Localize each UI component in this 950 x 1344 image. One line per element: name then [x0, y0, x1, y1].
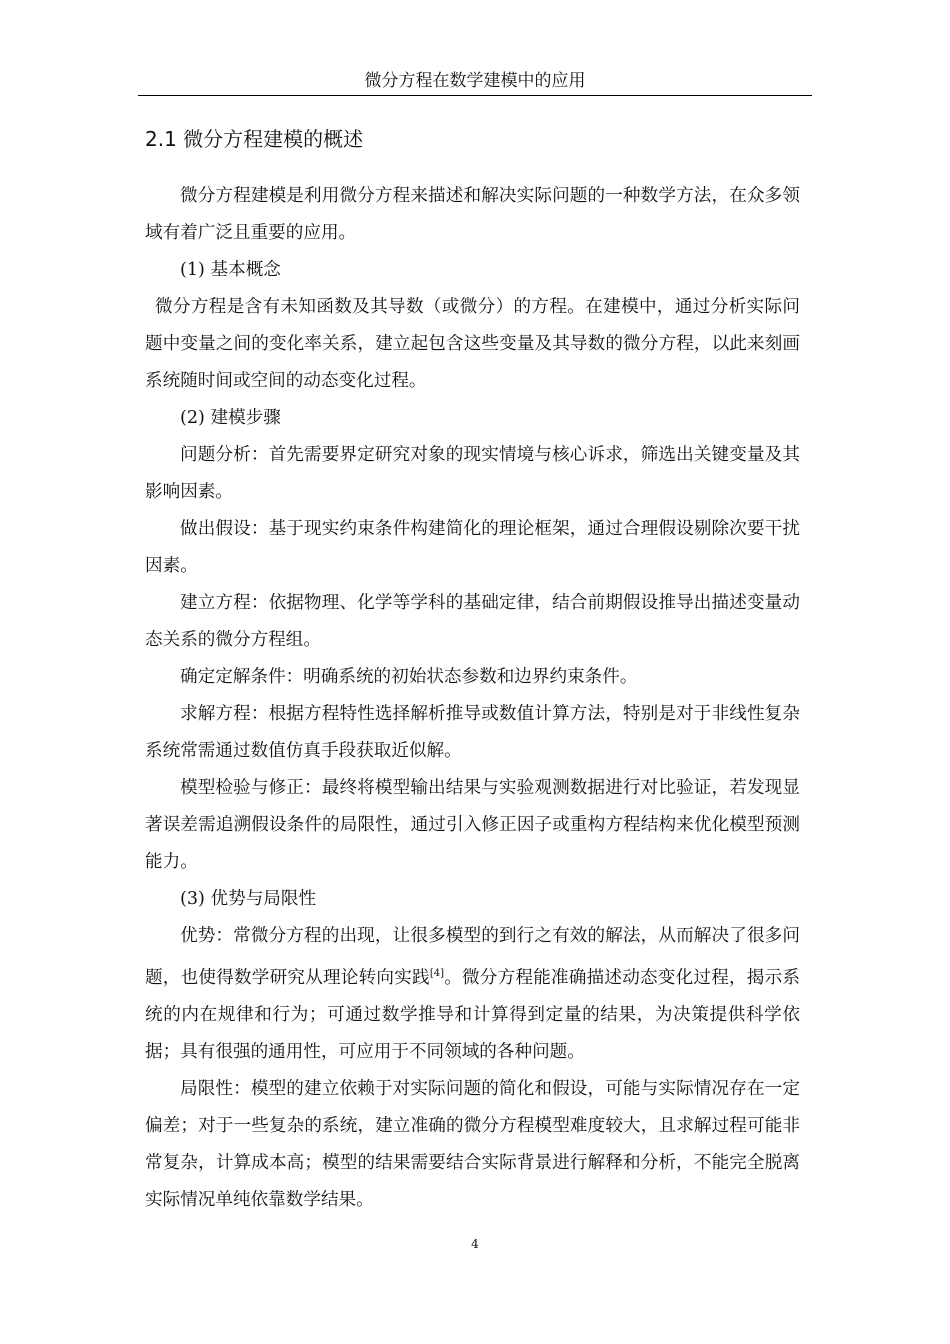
step-problem-analysis: 问题分析：首先需要界定研究对象的现实情境与核心诉求，筛选出关键变量及其影响因素。	[145, 445, 800, 502]
advantage-text-b: 。微分方程能准确描述动态变化过程，揭示系统的内在规律和行为；可通过数学推导和计算得到定量的结果，为决策提供科学依据；具有很强的通用性，可应用于不同领域的各种问题。	[145, 968, 800, 1062]
page-body	[145, 124, 800, 1219]
step-conditions: 确定定解条件：明确系统的初始状态参数和边界约束条件。	[180, 667, 638, 687]
section-title: 2.1 微分方程建模的概述	[145, 127, 364, 151]
citation-ref: [4]	[429, 968, 444, 979]
header-rule	[138, 95, 812, 96]
page-number: 4	[471, 1237, 479, 1251]
step-validate: 模型检验与修正：最终将模型输出结果与实验观测数据进行对比验证，若发现显著误差需追溯假设条件的局限性，通过引入修正因子或重构方程结构来优化模型预测能力。	[145, 778, 800, 872]
pros-cons-heading: (3) 优势与局限性	[180, 889, 317, 909]
concept-heading: (1) 基本概念	[180, 260, 281, 280]
concept-paragraph: 微分方程是含有未知函数及其导数（或微分）的方程。在建模中，通过分析实际问题中变量之间的变化率关系，建立起包含这些变量及其导数的微分方程，以此来刻画系统随时间或空间的动态变化过程。	[145, 297, 800, 391]
step-build-equations: 建立方程：依据物理、化学等学科的基础定律，结合前期假设推导出描述变量动态关系的微分方程组。	[145, 593, 800, 650]
steps-heading: (2) 建模步骤	[180, 408, 281, 428]
limitation-paragraph: 局限性：模型的建立依赖于对实际问题的简化和假设，可能与实际情况存在一定偏差；对于一些复杂的系统，建立准确的微分方程模型难度较大，且求解过程可能非常复杂，计算成本高；模型的结果需要结合实际背景进行解释和分析，不能完全脱离实际情况单纯依靠数学结果。	[145, 1079, 800, 1210]
step-solve: 求解方程：根据方程特性选择解析推导或数值计算方法，特别是对于非线性复杂系统常需通过数值仿真手段获取近似解。	[145, 704, 800, 761]
intro-paragraph: 微分方程建模是利用微分方程来描述和解决实际问题的一种数学方法，在众多领域有着广泛且重要的应用。	[145, 186, 800, 243]
advantage-text-a: 优势：常微分方程的出现，让很多模型的到行之有效的解法，从而解决了很多问题，也使得数学研究从理论转向实践	[145, 926, 800, 988]
running-header: 微分方程在数学建模中的应用	[364, 71, 586, 91]
advantage-paragraph	[145, 918, 800, 1071]
step-assumptions: 做出假设：基于现实约束条件构建简化的理论框架，通过合理假设剔除次要干扰因素。	[145, 519, 800, 576]
